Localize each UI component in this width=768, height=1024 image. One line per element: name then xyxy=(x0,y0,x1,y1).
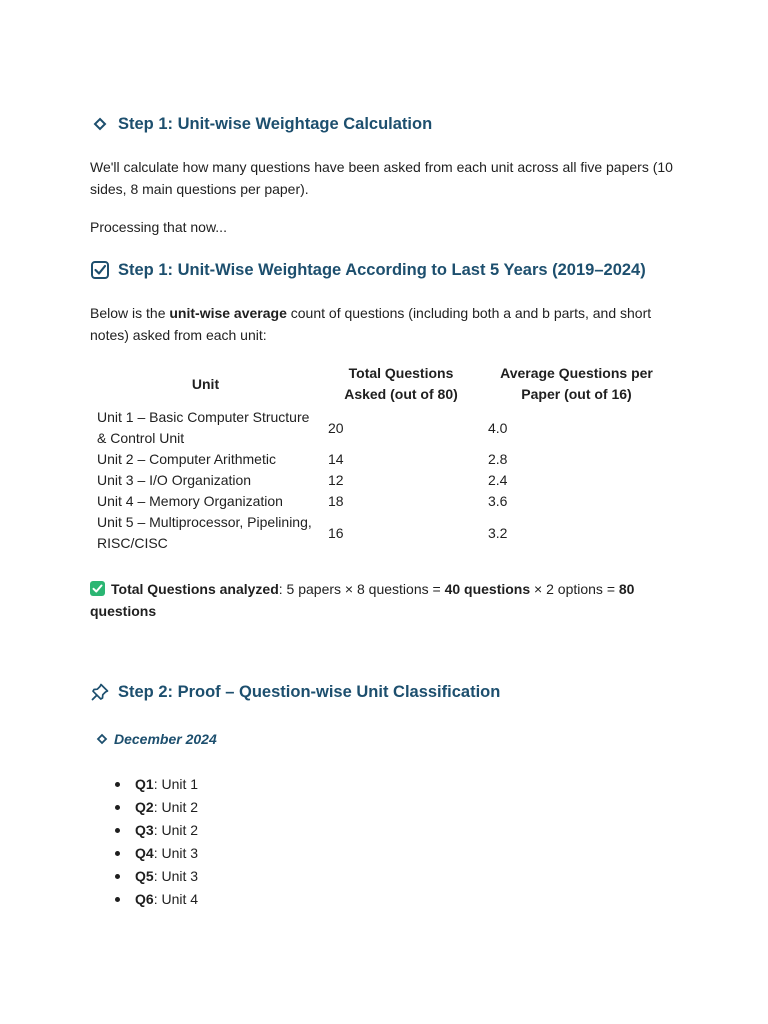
question-id: Q4 xyxy=(135,845,154,861)
processing-text: Processing that now... xyxy=(90,219,227,235)
header-average: Average Questions per Paper (out of 16) xyxy=(500,365,653,402)
header-total: Total Questions Asked (out of 80) xyxy=(344,365,458,402)
list-item xyxy=(112,888,198,911)
checkbox-icon xyxy=(90,260,110,280)
step1-calc-heading-text: Step 1: Unit-wise Weightage Calculation xyxy=(118,114,433,133)
december-subheading xyxy=(96,731,217,747)
header-unit: Unit xyxy=(191,375,220,392)
step1-calc-text: We'll calculate how many questions have been asked from each unit across all five papers (10 sides, 8 main questions per paper). xyxy=(90,159,673,197)
total-b2: 80 questions xyxy=(90,581,635,619)
list-item xyxy=(112,865,198,888)
table-intro xyxy=(90,302,690,346)
table-row xyxy=(90,512,672,554)
unit-cell: Unit 3 – I/O Organization xyxy=(97,472,252,488)
total-t2: × 2 options = xyxy=(530,581,619,597)
average-cell: 3.2 xyxy=(488,524,508,541)
total-label: Total Questions analyzed xyxy=(111,581,279,597)
question-id: Q1 xyxy=(135,776,154,792)
question-unit: : Unit 4 xyxy=(153,891,199,907)
average-cell: 4.0 xyxy=(488,419,508,436)
total-b1: 40 questions xyxy=(444,581,531,597)
total-cell: 12 xyxy=(328,472,344,488)
unit-cell: Unit 5 – Multiprocessor, Pipelining, RISC/CISC xyxy=(97,514,312,551)
table-row xyxy=(90,449,672,470)
average-cell: 2.8 xyxy=(488,451,508,467)
list-item xyxy=(112,819,198,842)
question-unit: : Unit 3 xyxy=(153,845,199,861)
step2-heading-text: Step 2: Proof – Question-wise Unit Classification xyxy=(118,682,501,701)
subheading-text: December 2024 xyxy=(114,731,217,747)
question-unit: : Unit 2 xyxy=(153,799,199,815)
average-cell: 2.4 xyxy=(488,472,508,488)
question-id: Q3 xyxy=(135,822,154,838)
question-unit: : Unit 3 xyxy=(153,868,199,884)
total-cell: 14 xyxy=(328,451,344,467)
table-row xyxy=(90,470,672,491)
intro-pre: Below is the xyxy=(90,305,170,321)
question-id: Q5 xyxy=(135,868,154,884)
table-row xyxy=(90,491,672,512)
intro-bold: unit-wise average xyxy=(169,305,287,321)
total-cell: 20 xyxy=(328,419,344,436)
table-header-row xyxy=(90,361,672,407)
question-id: Q2 xyxy=(135,799,154,815)
total-summary xyxy=(90,578,690,622)
step1-result-heading xyxy=(90,260,646,280)
step2-heading xyxy=(90,682,500,702)
total-cell: 16 xyxy=(328,524,344,541)
list-item xyxy=(112,842,198,865)
pushpin-icon xyxy=(90,682,110,702)
question-list xyxy=(112,773,198,911)
list-item xyxy=(112,796,198,819)
step1-result-heading-text: Step 1: Unit-Wise Weightage According to Last 5 Years (2019–2024) xyxy=(118,260,646,279)
question-id: Q6 xyxy=(135,891,154,907)
list-item xyxy=(112,773,198,796)
diamond-icon xyxy=(96,733,108,745)
unit-cell: Unit 2 – Computer Arithmetic xyxy=(97,451,276,467)
table-row xyxy=(90,407,672,449)
total-t1: : 5 papers × 8 questions = xyxy=(278,581,445,597)
check-mark-icon xyxy=(90,581,105,596)
unit-cell: Unit 4 – Memory Organization xyxy=(97,493,283,509)
diamond-icon xyxy=(90,114,110,134)
unit-cell: Unit 1 – Basic Computer Structure & Control Unit xyxy=(97,409,310,446)
question-unit: : Unit 1 xyxy=(153,776,199,792)
unit-weightage-table xyxy=(90,361,672,554)
total-cell: 18 xyxy=(328,493,344,509)
step1-calc-heading xyxy=(90,114,432,134)
question-unit: : Unit 2 xyxy=(153,822,199,838)
average-cell: 3.6 xyxy=(488,493,508,509)
intro-post: count of questions (including both a and b parts, and short notes) asked from each unit: xyxy=(90,305,652,343)
